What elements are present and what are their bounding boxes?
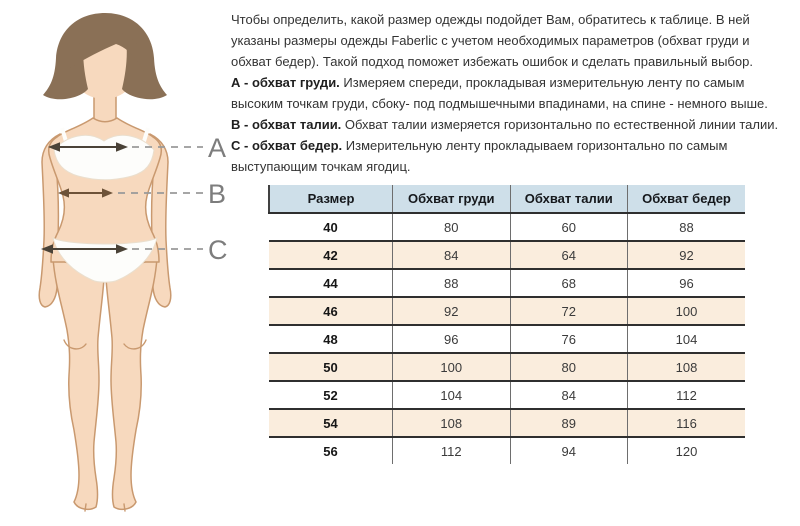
instruction-text: указаны размеры одежды Faberlic с учетом необходимых параметров (обхват груди и [231, 33, 750, 48]
hips-cell: 96 [628, 269, 746, 297]
instruction-text: Измеряем спереди, прокладывая измерительную ленту по самым [339, 75, 745, 90]
hips-cell: 112 [628, 381, 746, 409]
hips-cell: 104 [628, 325, 746, 353]
measure-term: В - обхват талии. [231, 117, 342, 132]
instruction-line [231, 156, 797, 177]
size-cell: 44 [269, 269, 393, 297]
chest-cell: 92 [393, 297, 511, 325]
right-leg [106, 258, 157, 509]
table-row [269, 353, 745, 381]
instruction-line [231, 72, 797, 93]
body-measurement-figure [0, 0, 235, 526]
chest-cell: 108 [393, 409, 511, 437]
label-hips: C [208, 235, 228, 265]
waist-cell: 76 [510, 325, 628, 353]
waist-cell: 94 [510, 437, 628, 464]
header-row [269, 185, 745, 213]
instruction-line [231, 30, 797, 51]
chest-cell: 84 [393, 241, 511, 269]
hips-cell: 116 [628, 409, 746, 437]
header-chest: Обхват груди [393, 185, 511, 213]
header-hips: Обхват бедер [628, 185, 746, 213]
table-row [269, 381, 745, 409]
table-row [269, 269, 745, 297]
left-toe-line [85, 504, 86, 511]
header-waist: Обхват талии [510, 185, 628, 213]
hips-cell: 100 [628, 297, 746, 325]
instructions-text [231, 9, 797, 177]
hips-cell: 120 [628, 437, 746, 464]
right-toe-line [124, 504, 125, 511]
size-cell: 42 [269, 241, 393, 269]
size-cell: 40 [269, 213, 393, 241]
table-row [269, 297, 745, 325]
waist-cell: 80 [510, 353, 628, 381]
instruction-text: Измерительную ленту прокладываем горизонтально по самым [342, 138, 728, 153]
size-table [268, 185, 745, 464]
header-size: Размер [269, 185, 393, 213]
instruction-line [231, 135, 797, 156]
instruction-text: обхват бедер). Такой подход поможет избежать ошибок и сделать правильный выбор. [231, 54, 753, 69]
table-row [269, 241, 745, 269]
chest-cell: 112 [393, 437, 511, 464]
table-row [269, 409, 745, 437]
waist-cell: 84 [510, 381, 628, 409]
chest-cell: 100 [393, 353, 511, 381]
hips-cell: 108 [628, 353, 746, 381]
chest-cell: 96 [393, 325, 511, 353]
hips-cell: 92 [628, 241, 746, 269]
instruction-text: Обхват талии измеряется горизонтально по естественной линии талии. [341, 117, 779, 132]
table-row [269, 437, 745, 464]
instruction-line [231, 51, 797, 72]
instruction-text: выступающим точкам ягодиц. [231, 159, 411, 174]
waist-cell: 72 [510, 297, 628, 325]
size-cell: 56 [269, 437, 393, 464]
chest-cell: 104 [393, 381, 511, 409]
label-chest: A [208, 133, 227, 163]
size-table-body [269, 213, 745, 464]
instruction-text: Чтобы определить, какой размер одежды подойдет Вам, обратитесь к таблице. В ней [231, 12, 750, 27]
chest-cell: 80 [393, 213, 511, 241]
measure-term: А - обхват груди. [231, 75, 340, 90]
size-cell: 46 [269, 297, 393, 325]
measure-term: С - обхват бедер. [231, 138, 343, 153]
waist-cell: 64 [510, 241, 628, 269]
label-waist: B [208, 179, 227, 209]
size-cell: 54 [269, 409, 393, 437]
waist-cell: 89 [510, 409, 628, 437]
table-row [269, 325, 745, 353]
waist-cell: 60 [510, 213, 628, 241]
size-cell: 50 [269, 353, 393, 381]
instruction-line [231, 9, 797, 30]
hips-cell: 88 [628, 213, 746, 241]
instruction-line [231, 93, 797, 114]
instruction-line [231, 114, 797, 135]
instruction-text: высоким точкам груди, сбоку- под подмышечными впадинами, на спине - немного выше. [231, 96, 768, 111]
waist-cell: 68 [510, 269, 628, 297]
size-table-header [269, 185, 745, 213]
left-leg [53, 258, 104, 509]
size-cell: 52 [269, 381, 393, 409]
table-row [269, 213, 745, 241]
chest-cell: 88 [393, 269, 511, 297]
size-cell: 48 [269, 325, 393, 353]
